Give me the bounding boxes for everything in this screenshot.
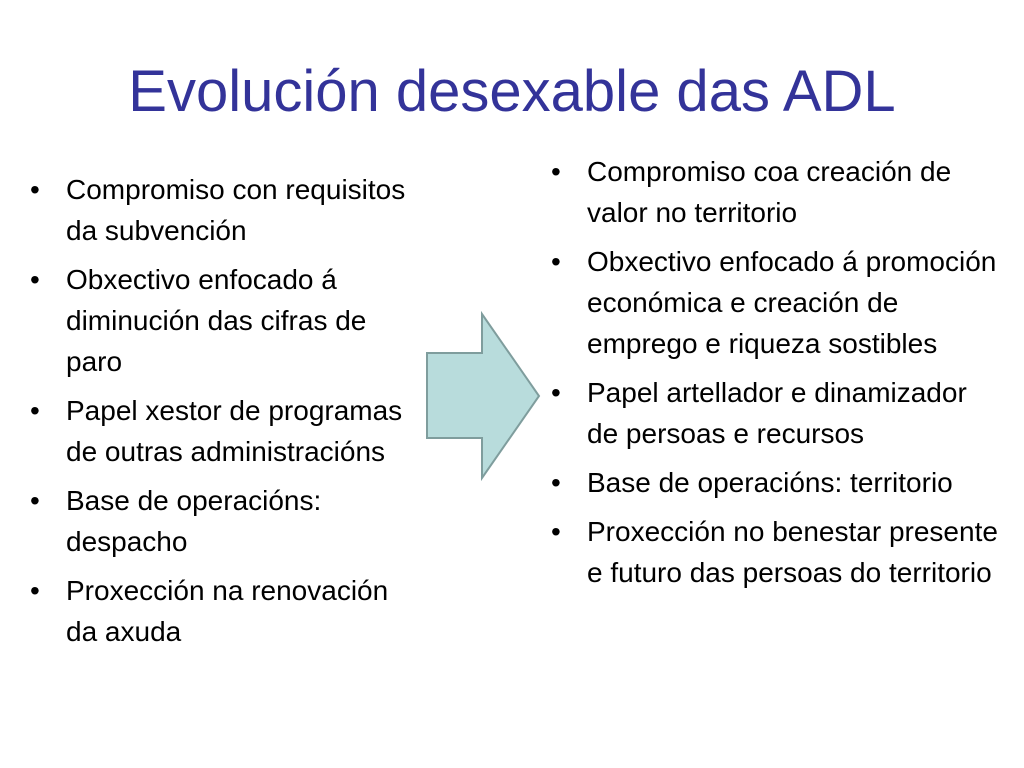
bullet-icon: • [30,575,40,606]
bullet-icon: • [551,467,561,498]
list-item [28,570,408,652]
slide-title: Evolución desexable das ADL [128,59,896,124]
bullet-icon: • [551,377,561,408]
bullet-icon: • [30,264,40,295]
bullet-icon: • [551,516,561,547]
list-item [28,390,408,472]
arrow-polygon [427,314,539,478]
list-item-text: Proxección no benestar presente e futuro das persoas do territorio [587,516,998,588]
list-item [28,480,408,562]
list-item [549,511,999,593]
list-item [549,462,999,503]
right-arrow-icon [424,311,544,486]
list-item [28,169,408,251]
list-item-text: Compromiso con requisitos da subvención [66,174,406,246]
left-bullet-list [28,169,408,660]
list-item-text: Obxectivo enfocado á diminución das cifras de paro [66,264,367,377]
bullet-icon: • [551,246,561,277]
list-item-text: Proxección na renovación da axuda [66,575,389,647]
list-item [549,372,999,454]
bullet-icon: • [30,174,40,205]
list-item-text: Papel artellador e dinamizador de persoas e recursos [587,377,967,449]
bullet-icon: • [30,485,40,516]
bullet-icon: • [551,156,561,187]
list-item-text: Compromiso coa creación de valor no territorio [587,156,952,228]
list-item-text: Base de operacións: territorio [587,467,953,498]
list-item-text: Base de operacións: despacho [66,485,322,557]
list-item-text: Obxectivo enfocado á promoción económica e creación de emprego e riqueza sostibles [587,246,997,359]
list-item [28,259,408,382]
right-bullet-list [549,151,999,601]
list-item-text: Papel xestor de programas de outras administracións [66,395,403,467]
bullet-icon: • [30,395,40,426]
list-item [549,241,999,364]
list-item [549,151,999,233]
arrow-shape [424,311,544,481]
